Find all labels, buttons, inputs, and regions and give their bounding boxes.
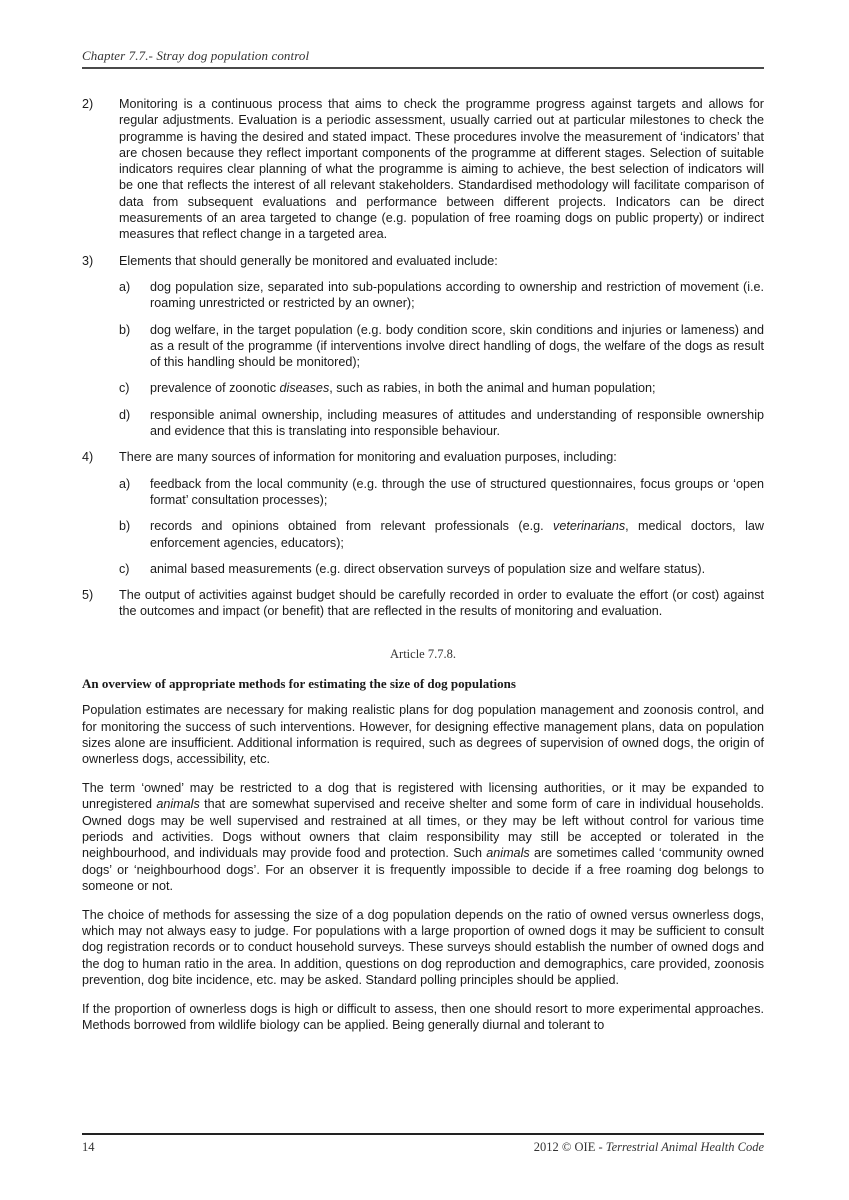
subitem-text: animal based measurements (e.g. direct observation surveys of population size and welfare status). — [150, 561, 706, 576]
subitem-letter: a) — [119, 476, 131, 491]
paragraph — [82, 780, 764, 894]
sublist-item — [119, 518, 764, 551]
sublist-4 — [82, 476, 764, 577]
text-run: that are somewhat supervised and receive shelter and some form of care in individual households. Owned dogs may be well supervised and restrained at all times, or they may be left without control for various time periods and activities. Dogs without owners that claim responsibility may still be accepted or tolerated in the neighbourhood, and individuals may provide food and protection. Such — [82, 797, 764, 861]
sublist-item — [119, 380, 764, 396]
text-run: , such as rabies, in both the animal and human population; — [329, 381, 656, 396]
text-run: records and opinions obtained from relevant professionals (e.g. — [150, 519, 554, 534]
subitem-letter: b) — [119, 322, 131, 337]
footer-source — [534, 1140, 764, 1155]
sublist-item — [119, 476, 764, 509]
subitem-text: feedback from the local community (e.g. through the use of structured questionnaires, focus groups or ‘open format’ consultation processes); — [150, 476, 764, 507]
sublist-item — [119, 407, 764, 440]
list-item-4 — [82, 449, 764, 465]
article-title: An overview of appropriate methods for estimating the size of dog populations — [82, 676, 516, 692]
item-number: 3) — [82, 253, 94, 268]
item-number: 5) — [82, 588, 94, 603]
subitem-text — [150, 518, 764, 551]
subitem-letter: a) — [119, 279, 131, 294]
subitem-text: dog population size, separated into sub-populations according to ownership and restriction of movement (i.e. roaming unrestricted or restricted by an owner); — [150, 279, 764, 311]
item-text: The output of activities against budget should be carefully recorded in order to evaluate the effort (or cost) against the outcomes and impact (or benefit) that are reflected in the results of monitoring and evaluation. — [119, 588, 764, 619]
text-run: prevalence of zoonotic — [150, 381, 280, 396]
defined-term-link: veterinarians — [553, 519, 626, 534]
subitem-text: dog welfare, in the target population (e.g. body condition score, skin conditions and injuries or lameness) and as a result of the programme (if interventions involve direct handling of dogs, the welfare of the dogs as result of this handling should be monitored); — [150, 322, 764, 370]
page-number: 14 — [82, 1140, 95, 1154]
document-body — [82, 96, 764, 1043]
item-text: Elements that should generally be monitored and evaluated include: — [119, 253, 498, 268]
item-number: 2) — [82, 97, 94, 111]
item-text: Monitoring is a continuous process that aims to check the programme progress against targets and allows for regular adjustments. Evaluation is a periodic assessment, usually carried out at particular milestones to check the programme is having the desired and stated impact. These procedures involve the measurement of ‘indicators’ that are chosen because they reflect important components of the programme at different stages. Selection of suitable indicators requires clear planning of what the programme is aiming to achieve, the best selection of indicators will be one that reflects the interest of all relevant stakeholders. Standardised methodology will facilitate comparison of data from subsequent evaluations and performance between different projects. Indicators can be direct measurements of an area targeted to change (e.g. population of free roaming dogs on public property) or indirect measures that reflect change in a targeted area. — [119, 97, 764, 242]
subitem-letter: b) — [119, 519, 131, 534]
subitem-letter: c) — [119, 381, 130, 396]
text-run: The term ‘owned’ may be restricted to a dog that is registered with licensing authorities, or it may be expanded to unregistered — [82, 781, 764, 812]
paragraph: Population estimates are necessary for making realistic plans for dog population management and zoonosis control, and for monitoring the success of such interventions. However, for designing effective management plans, data on population sizes alone are insufficient. Additional information is required, such as degrees of supervision of owned dogs, the origin of ownerless dogs, accessibility, etc. — [82, 703, 764, 767]
page-footer — [82, 1140, 764, 1155]
list-item-2 — [82, 96, 764, 243]
text-run: are sometimes called ‘community owned dogs’ or ‘neighbourhood dogs’. For an observer it is frequently impossible to decide if a free roaming dog belongs to someone or not. — [82, 846, 764, 893]
list-item-5 — [82, 587, 764, 620]
sublist-item — [119, 322, 764, 371]
sublist-3 — [82, 279, 764, 439]
subitem-text: responsible animal ownership, including measures of attitudes and understanding of responsible ownership and evidence that this is translating into responsible behaviour. — [150, 407, 764, 439]
subitem-text — [150, 380, 764, 396]
sublist-item — [119, 561, 764, 577]
item-number: 4) — [82, 450, 94, 465]
article-number: Article 7.7.8. — [390, 646, 456, 661]
copyright: 2012 © OIE - — [533, 1140, 606, 1154]
running-header: Chapter 7.7.- Stray dog population control — [82, 48, 310, 63]
subitem-letter: c) — [119, 561, 130, 576]
footer-rule — [82, 1133, 764, 1135]
defined-term-link: animals — [486, 846, 530, 861]
defined-term-link: diseases — [279, 381, 330, 396]
defined-term-link: animals — [156, 797, 200, 812]
list-item-3 — [82, 253, 764, 269]
text-run: , medical doctors, law enforcement agencies, educators); — [150, 519, 764, 550]
item-text: There are many sources of information for monitoring and evaluation purposes, including: — [119, 450, 617, 465]
paragraph: The choice of methods for assessing the size of a dog population depends on the ratio of owned versus ownerless dogs, which may not always easy to judge. For populations with a large proportion of owned dogs it may be sufficient to consult dog registration records or to conduct household surveys. These surveys should establish the number of owned dogs and the dog to human ratio in the area. In addition, questions on dog reproduction and demographics, care provided, zoonosis prevention, dog bite incidence, etc. may be asked. Standard polling principles should be applied. — [82, 907, 764, 987]
paragraph: If the proportion of ownerless dogs is high or difficult to assess, then one should resort to more experimental approaches. Methods borrowed from wildlife biology can be applied. Being generally diurnal and tolerant to — [82, 1001, 764, 1033]
code-title: Terrestrial Animal Health Code — [605, 1140, 764, 1154]
header-rule — [82, 67, 764, 69]
subitem-letter: d) — [119, 407, 131, 422]
sublist-item — [119, 279, 764, 312]
